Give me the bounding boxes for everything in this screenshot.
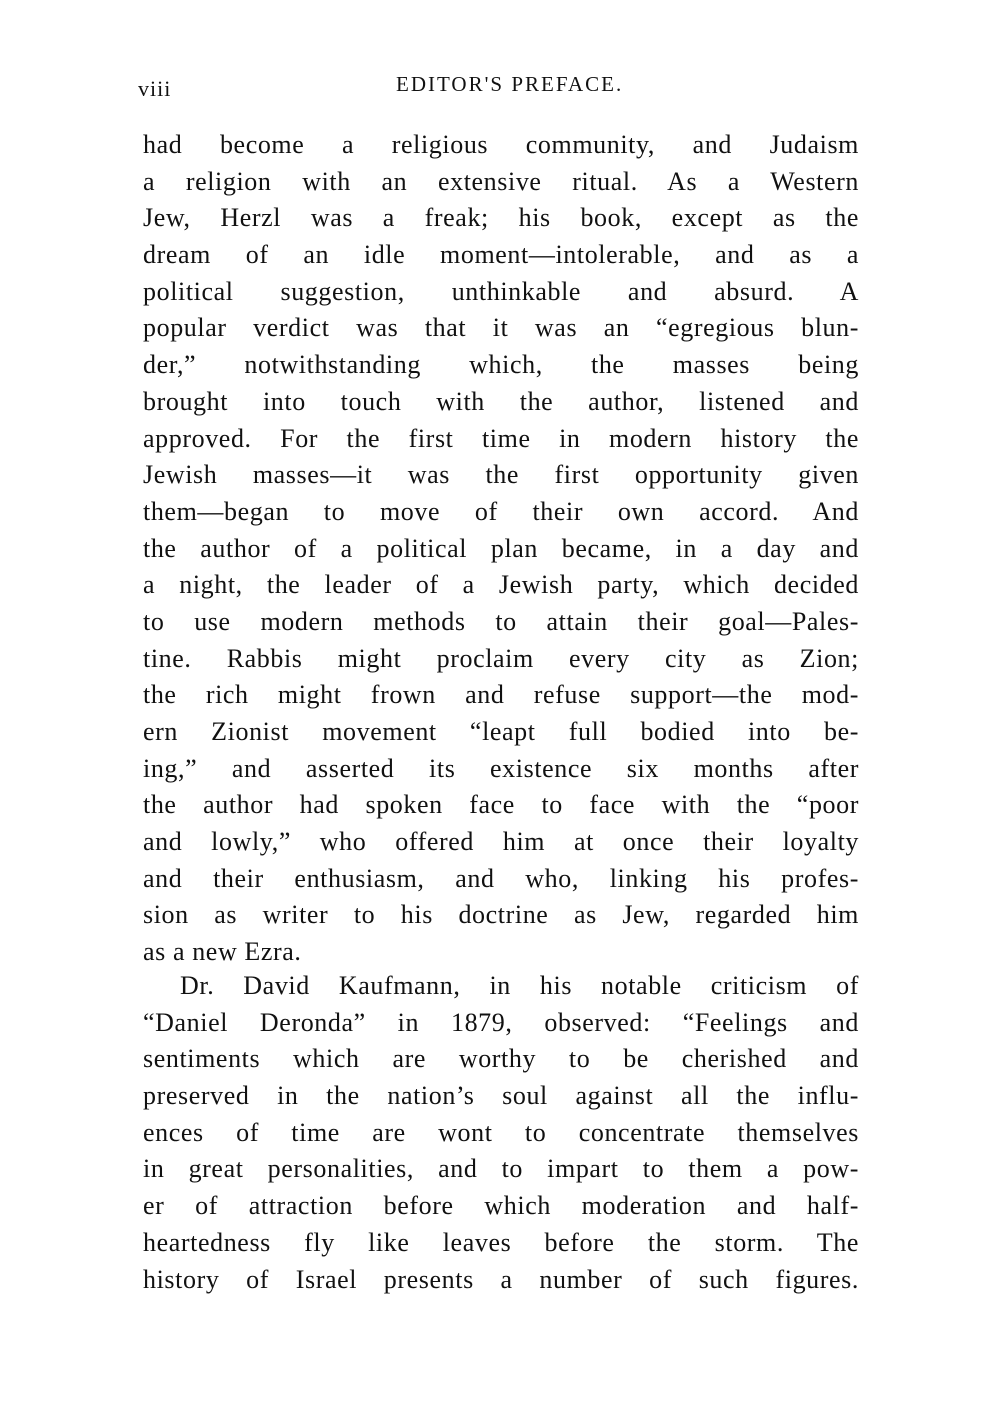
paragraph-1 [143, 127, 859, 971]
text-line: had become a religious community, and Judaism [143, 130, 859, 159]
text-line: ences of time are wont to concentrate themselves [143, 1117, 859, 1147]
text-line: in great personalities, and to impart to them a pow- [143, 1154, 859, 1184]
text-line: them—began to move of their own accord. And [143, 496, 859, 526]
page-header [138, 72, 858, 102]
text-line: political suggestion, unthinkable and absurd. A [143, 276, 859, 306]
page-number: viii [138, 76, 172, 101]
text-line: ern Zionist movement “leapt full bodied into be- [143, 717, 859, 746]
text-line: er of attraction before which moderation and half- [143, 1191, 859, 1221]
text-line: brought into touch with the author, listened and [143, 386, 859, 416]
text-line: a night, the leader of a Jewish party, which decided [143, 570, 859, 600]
text-line: the author had spoken face to face with the “poor [143, 790, 859, 820]
text-line: sentiments which are worthy to be cherished and [143, 1044, 859, 1074]
text-line: a religion with an extensive ritual. As a Western [143, 166, 859, 196]
text-line: der,” notwithstanding which, the masses being [143, 350, 859, 380]
text-line: Jew, Herzl was a freak; his book, except as the [143, 203, 859, 233]
text-line: Dr. David Kaufmann, in his notable criticism of [180, 971, 859, 1000]
text-line: the rich might frown and refuse support—the mod- [143, 680, 859, 710]
text-line: to use modern methods to attain their goal—Pales- [143, 606, 859, 636]
text-line: approved. For the first time in modern history the [143, 423, 859, 453]
text-line: history of Israel presents a number of such figures. [143, 1264, 859, 1294]
text-line: “Daniel Deronda” in 1879, observed: “Feelings and [143, 1007, 859, 1037]
text-line: the author of a political plan became, in a day and [143, 533, 859, 563]
text-line: and their enthusiasm, and who, linking his profes- [143, 863, 859, 893]
text-line: ing,” and asserted its existence six months after [143, 753, 859, 783]
text-line: dream of an idle moment—intolerable, and as a [143, 240, 859, 270]
text-line: and lowly,” who offered him at once their loyalty [143, 827, 859, 857]
text-line: heartedness fly like leaves before the storm. The [143, 1227, 859, 1257]
running-title: EDITOR'S PREFACE. [396, 72, 624, 96]
text-line: popular verdict was that it was an “egregious blun- [143, 313, 859, 343]
text-line: Jewish masses—it was the first opportunity given [143, 460, 859, 490]
text-line: as a new Ezra. [143, 937, 302, 967]
text-line: preserved in the nation’s soul against all the influ- [143, 1081, 859, 1111]
text-line: sion as writer to his doctrine as Jew, regarded him [143, 900, 859, 930]
text-line: tine. Rabbis might proclaim every city as Zion; [143, 643, 859, 673]
paragraph-2 [143, 968, 859, 1298]
